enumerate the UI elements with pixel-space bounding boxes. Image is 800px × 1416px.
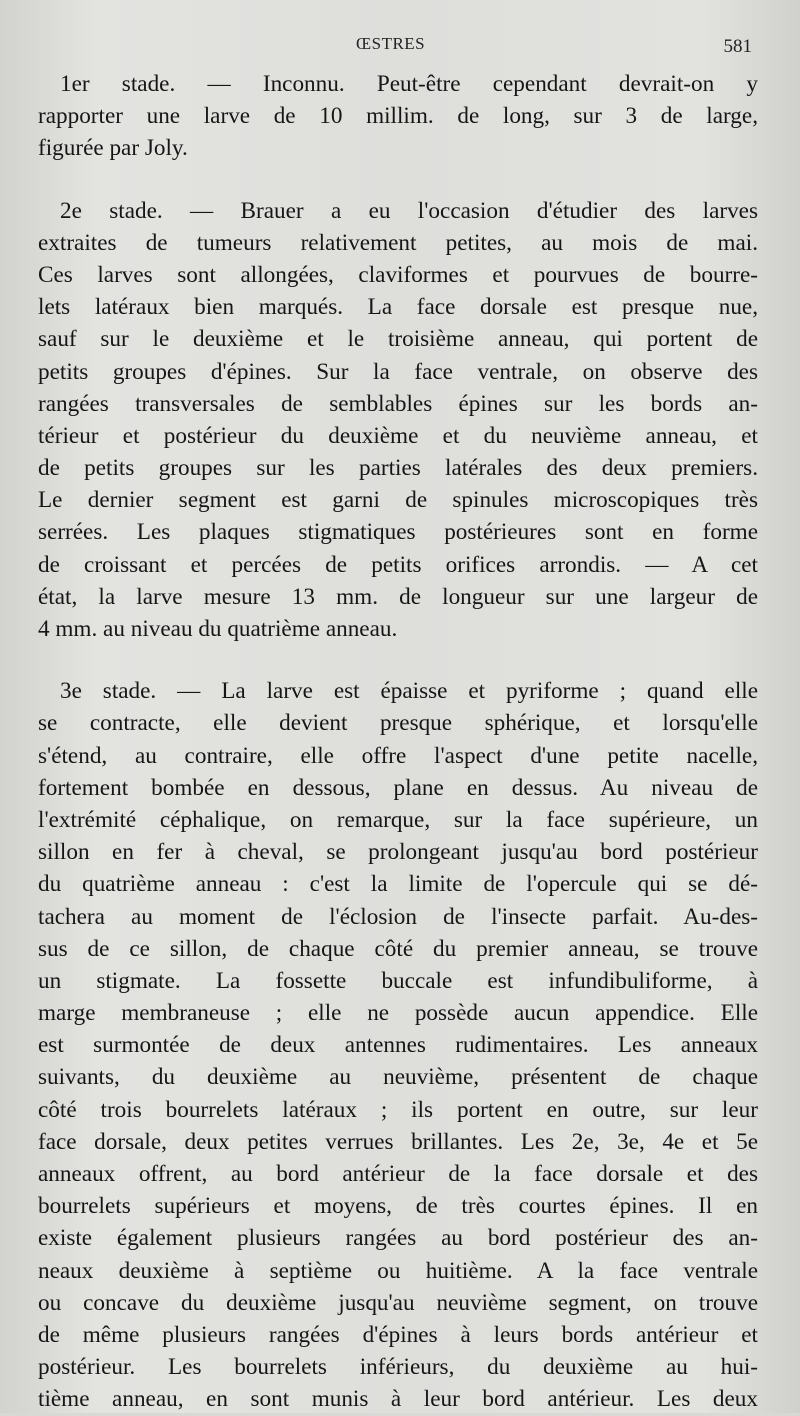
text-line: fortement bombée en dessous, plane en dessus. Au niveau de xyxy=(38,774,758,801)
text-line: face dorsale, deux petites verrues brillantes. Les 2e, 3e, 4e et 5e xyxy=(38,1128,758,1155)
running-head xyxy=(0,30,800,62)
text-line: Le dernier segment est garni de spinules microscopiques très xyxy=(38,487,758,514)
running-title: ŒSTRES xyxy=(356,34,426,53)
body-text xyxy=(38,68,758,1416)
text-line: 2e stade. — Brauer a eu l'occasion d'étudier des larves xyxy=(60,197,758,224)
text-line: postérieur. Les bourrelets inférieurs, du deuxième au hui- xyxy=(38,1354,758,1381)
text-line: existe également plusieurs rangées au bord postérieur des an- xyxy=(38,1225,758,1252)
text-line: l'extrémité céphalique, on remarque, sur la face supérieure, un xyxy=(38,806,758,833)
text-line: extraites de tumeurs relativement petites, au mois de mai. xyxy=(38,229,758,256)
paragraph-stage-1 xyxy=(38,68,758,165)
text-line: lets latéraux bien marqués. La face dorsale est presque nue, xyxy=(38,294,758,321)
paragraph-gap xyxy=(38,645,758,675)
text-line: Ces larves sont allongées, claviformes et pourvues de bourre- xyxy=(38,261,758,288)
text-line: sauf sur le deuxième et le troisième anneau, qui portent de xyxy=(38,326,758,353)
text-line: se contracte, elle devient presque sphérique, et lorsqu'elle xyxy=(38,710,758,737)
paragraph-gap xyxy=(38,165,758,195)
text-line: ou concave du deuxième jusqu'au neuvième segment, on trouve xyxy=(38,1289,758,1316)
text-line: anneaux offrent, au bord antérieur de la face dorsale et des xyxy=(38,1161,758,1187)
text-line: du quatrième anneau : c'est la limite de l'opercule qui se dé- xyxy=(38,871,758,898)
text-line: 1er stade. — Inconnu. Peut-être cependant devrait-on y xyxy=(60,71,758,97)
text-line: de même plusieurs rangées d'épines à leurs bords antérieur et xyxy=(38,1321,758,1348)
text-line: figurée par Joly. xyxy=(38,135,188,162)
text-line: s'étend, au contraire, elle offre l'aspect d'une petite nacelle, xyxy=(38,742,758,769)
text-line: rangées transversales de semblables épines sur les bords an- xyxy=(38,390,758,417)
text-line: 3e stade. — La larve est épaisse et pyriforme ; quand elle xyxy=(60,678,758,705)
text-line: 4 mm. au niveau du quatrième anneau. xyxy=(38,616,398,642)
text-line: sillon en fer à cheval, se prolongeant jusqu'au bord postérieur xyxy=(38,839,758,866)
text-line: un stigmate. La fossette buccale est infundibuliforme, à xyxy=(38,967,758,994)
text-line: état, la larve mesure 13 mm. de longueur sur une largeur de xyxy=(38,583,758,610)
text-line: marge membraneuse ; elle ne possède aucun appendice. Elle xyxy=(38,1000,758,1027)
paragraph-stage-3 xyxy=(38,675,758,1415)
text-line: serrées. Les plaques stigmatiques postérieures sont en forme xyxy=(38,519,758,546)
paragraph-stage-2 xyxy=(38,195,758,646)
text-line: suivants, du deuxième au neuvième, présentent de chaque xyxy=(38,1064,758,1091)
text-line: térieur et postérieur du deuxième et du neuvième anneau, et xyxy=(38,422,758,449)
text-line: de petits groupes sur les parties latérales des deux premiers. xyxy=(38,455,758,482)
text-line: côté trois bourrelets latéraux ; ils portent en outre, sur leur xyxy=(38,1096,758,1123)
text-line: de croissant et percées de petits orifices arrondis. — A cet xyxy=(38,551,758,578)
text-line: rapporter une larve de 10 millim. de long, sur 3 de large, xyxy=(38,103,758,130)
page-number: 581 xyxy=(723,36,752,57)
text-line: neaux deuxième à septième ou huitième. A la face ventrale xyxy=(38,1257,758,1284)
text-line: tième anneau, en sont munis à leur bord antérieur. Les deux xyxy=(38,1386,758,1413)
text-line: petits groupes d'épines. Sur la face ventrale, on observe des xyxy=(38,358,758,385)
text-line: est surmontée de deux antennes rudimentaires. Les anneaux xyxy=(38,1032,758,1059)
text-line: tachera au moment de l'éclosion de l'insecte parfait. Au-des- xyxy=(38,903,758,930)
text-line: sus de ce sillon, de chaque côté du premier anneau, se trouve xyxy=(38,935,758,962)
text-line: bourrelets supérieurs et moyens, de très courtes épines. Il en xyxy=(38,1193,758,1220)
